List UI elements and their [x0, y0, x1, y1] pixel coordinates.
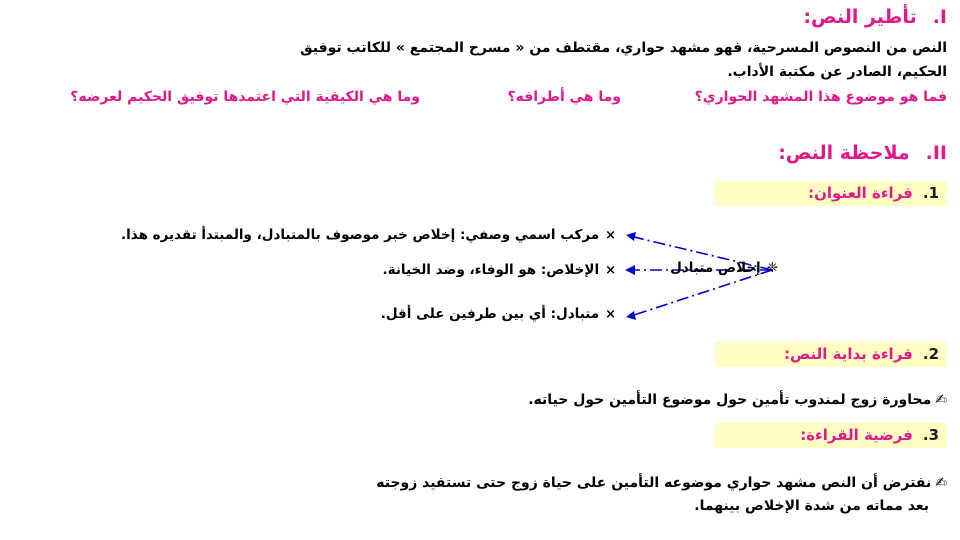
cross-icon: × — [605, 307, 616, 322]
writing-hand-icon: ✍ — [935, 392, 947, 408]
framing-line-1: النص من النصوص المسرحية، فهو مشهد حواري، مقتطف من « مسرح المجتمع » للكاتب توفيق — [300, 40, 947, 56]
subsection-2-heading — [715, 342, 947, 367]
title-item-1 — [121, 227, 616, 243]
flower-icon: ❈ — [766, 260, 778, 276]
subsection-2-title: قراءة بداية النص: — [784, 345, 913, 363]
title-item-3 — [381, 306, 616, 322]
subsection-3-heading — [715, 423, 947, 448]
framing-line-2: الحكيم، الصادر عن مكتبة الأداب. — [727, 64, 947, 80]
title-center — [670, 260, 778, 276]
subsection-3-title: فرضية القراءة: — [800, 426, 913, 444]
title-center-text: إخلاص متبادل — [670, 260, 761, 276]
hypothesis-line-2: بعد مماته من شدة الإخلاص بينهما. — [694, 498, 929, 514]
arrowhead-3 — [626, 311, 636, 320]
opening-reading-text — [528, 388, 947, 412]
subsection-1-title: قراءة العنوان: — [808, 184, 913, 202]
opening-reading-line: محاورة زوج لمندوب تأمين حول موضوع التأمين حول حياته. — [528, 392, 932, 408]
hypothesis-line-1 — [376, 471, 947, 495]
subsection-2-number: 2. — [922, 345, 939, 363]
question-topic: فما هو موضوع هذا المشهد الحواري؟ — [694, 89, 947, 105]
arrowhead-1 — [626, 232, 636, 241]
cross-icon: × — [605, 263, 616, 278]
title-item-1-text: مركب اسمي وصفي: إخلاص خبر موصوف بالمتبادل، والمبتدأ تقديره هذا. — [121, 227, 600, 243]
section-2-title: ملاحظة النص: — [778, 142, 910, 164]
title-item-3-text: متبادل: أي بين طرفين على أقل. — [380, 306, 600, 322]
subsection-3-number: 3. — [922, 426, 939, 444]
subsection-1-number: 1. — [922, 184, 939, 202]
hypothesis-text-1: نفترض أن النص مشهد حواري موضوعه التأمين على حياة زوج حتى تستفيد زوجته — [376, 475, 932, 491]
section-1-title: تأطير النص: — [803, 6, 917, 28]
writing-hand-icon: ✍ — [935, 475, 947, 491]
title-item-2-text: الإخلاص: هو الوفاء، وضد الخيانة. — [382, 262, 600, 278]
question-method: وما هي الكيفية التي اعتمدها توفيق الحكيم لعرضه؟ — [70, 89, 420, 105]
cross-icon: × — [605, 228, 616, 243]
question-parties: وما هي أطرافه؟ — [507, 89, 621, 105]
arrow-to-item-3 — [634, 270, 772, 315]
section-1-numeral: I. — [932, 6, 947, 28]
arrowhead-2 — [625, 265, 635, 275]
section-2-numeral: II. — [925, 142, 947, 164]
title-item-2 — [383, 262, 616, 278]
